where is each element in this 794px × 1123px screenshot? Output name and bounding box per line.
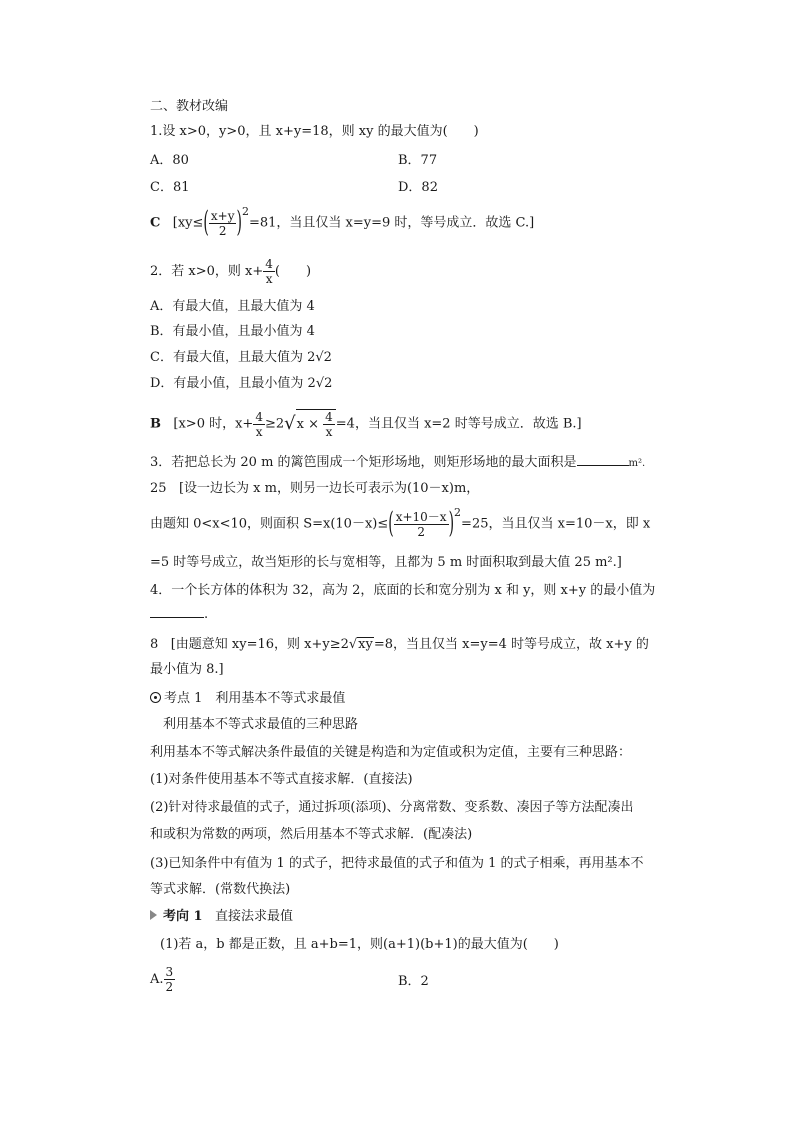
q1-sol-pre: [xy≤ xyxy=(172,215,204,231)
q1-sol-post: =81，当且仅当 x=y=9 时，等号成立．故选 C.] xyxy=(248,215,535,231)
q2-solution: B [x>0 时，x+ $\frac{4}{x}$ ≥2√x × $\frac{4}{x}$ =4，当且仅当 x=2 时等号成立．故选 B.] xyxy=(150,409,582,439)
q1-fraction: $\frac{x+y}{2}$ xyxy=(210,208,235,238)
circle-dot-icon xyxy=(150,692,161,703)
q4-solution: 8 [由题意知 xy=16，则 x+y≥2√xy=8，当且仅当 x=y=4 时等号成立，故 x+y 的 xyxy=(150,637,649,652)
triangle-marker-icon xyxy=(150,910,157,920)
kaoxiang-title: 直接法求最值 xyxy=(214,909,293,924)
q1-answer: C xyxy=(150,215,161,231)
q3-solution-line2: 由题知 0<x<10，则面积 S=x(10－x)≤( $\frac{x+10-x}{2}$ )$^2$=25，当且仅当 x=10－x，即 x xyxy=(150,505,651,541)
q4-blank: . xyxy=(150,606,208,624)
q4-solution-line2: 最小值为 8.] xyxy=(150,662,224,677)
q2-answer: B xyxy=(150,416,161,432)
q1-option-c: C．81 xyxy=(150,180,190,195)
kaoxiang-question: (1)若 a，b 都是正数，且 a+b=1，则(a+1)(b+1)的最大值为( ) xyxy=(160,937,559,952)
kaoxiang-label: 考向 1 xyxy=(163,909,203,924)
kaodian-point-3b: 等式求解．(常数代换法) xyxy=(150,882,291,897)
kaodian-title: 考点 1 利用基本不等式求最值 xyxy=(150,690,345,708)
q2-option-c: C．有最大值，且最大值为 2√2 xyxy=(150,350,332,365)
q3-solution-line3: =5 时等号成立，故当矩形的长与宽相等，且都为 5 m 时面积取到最大值 25 m².] xyxy=(150,555,622,570)
q1-option-a: A．80 xyxy=(150,153,189,168)
q4-answer: 8 xyxy=(150,637,159,652)
kaodian-point-2b: 和或积为常数的两项，然后用基本不等式求解．(配凑法) xyxy=(150,827,473,842)
q3-answer: 25 xyxy=(150,481,167,496)
q2-option-b: B．有最小值，且最小值为 4 xyxy=(150,324,315,339)
q2-option-a: A．有最大值，且最大值为 4 xyxy=(150,299,315,314)
kaodian-intro: 利用基本不等式解决条件最值的关键是构造和为定值或积为定值，主要有三种思路： xyxy=(150,745,632,760)
q2-option-d: D．有最小值，且最小值为 2√2 xyxy=(150,376,333,391)
q2-stem: 2．若 x>0，则 x+ $\frac{4}{x}$ ( ) xyxy=(150,257,312,286)
kaoxiang-heading xyxy=(150,908,293,926)
kaoxiang-option-b: B．2 xyxy=(398,974,429,989)
section-heading: 二、教材改编 xyxy=(150,99,229,114)
kaodian-subtitle: 利用基本不等式求最值的三种思路 xyxy=(163,717,359,732)
kaodian-point-2a: (2)针对待求最值的式子，通过拆项(添项)、分离常数、变系数、凑因子等方法配凑出 xyxy=(150,800,634,815)
kaodian-point-1: (1)对条件使用基本不等式直接求解．(直接法) xyxy=(150,772,413,787)
kaoxiang-option-a: A. $\frac{3}{2}$ xyxy=(150,965,174,994)
q1-solution: C [xy≤( $\frac{x+y}{2}$ )$^2$=81，当且仅当 x=y=9 时，等号成立．故选 C.] xyxy=(150,204,535,240)
q1-option-b: B．77 xyxy=(398,153,438,168)
q3-solution-line1: 25 [设一边长为 x m，则另一边长可表示为(10－x)m， xyxy=(150,481,480,496)
q3-stem: 3．若把总长为 20 m 的篱笆围成一个矩形场地，则矩形场地的最大面积是 m². xyxy=(150,455,646,470)
q4-stem: 4．一个长方体的体积为 32，高为 2，底面的长和宽分别为 x 和 y，则 x+y 的最小值为 xyxy=(150,583,656,598)
q1-option-d: D．82 xyxy=(398,180,438,195)
q1-stem: 1.设 x>0，y>0，且 x+y=18，则 xy 的最大值为( ) xyxy=(150,124,479,139)
kaodian-point-3a: (3)已知条件中有值为 1 的式子，把待求最值的式子和值为 1 的式子相乘，再用基本不 xyxy=(150,856,644,871)
